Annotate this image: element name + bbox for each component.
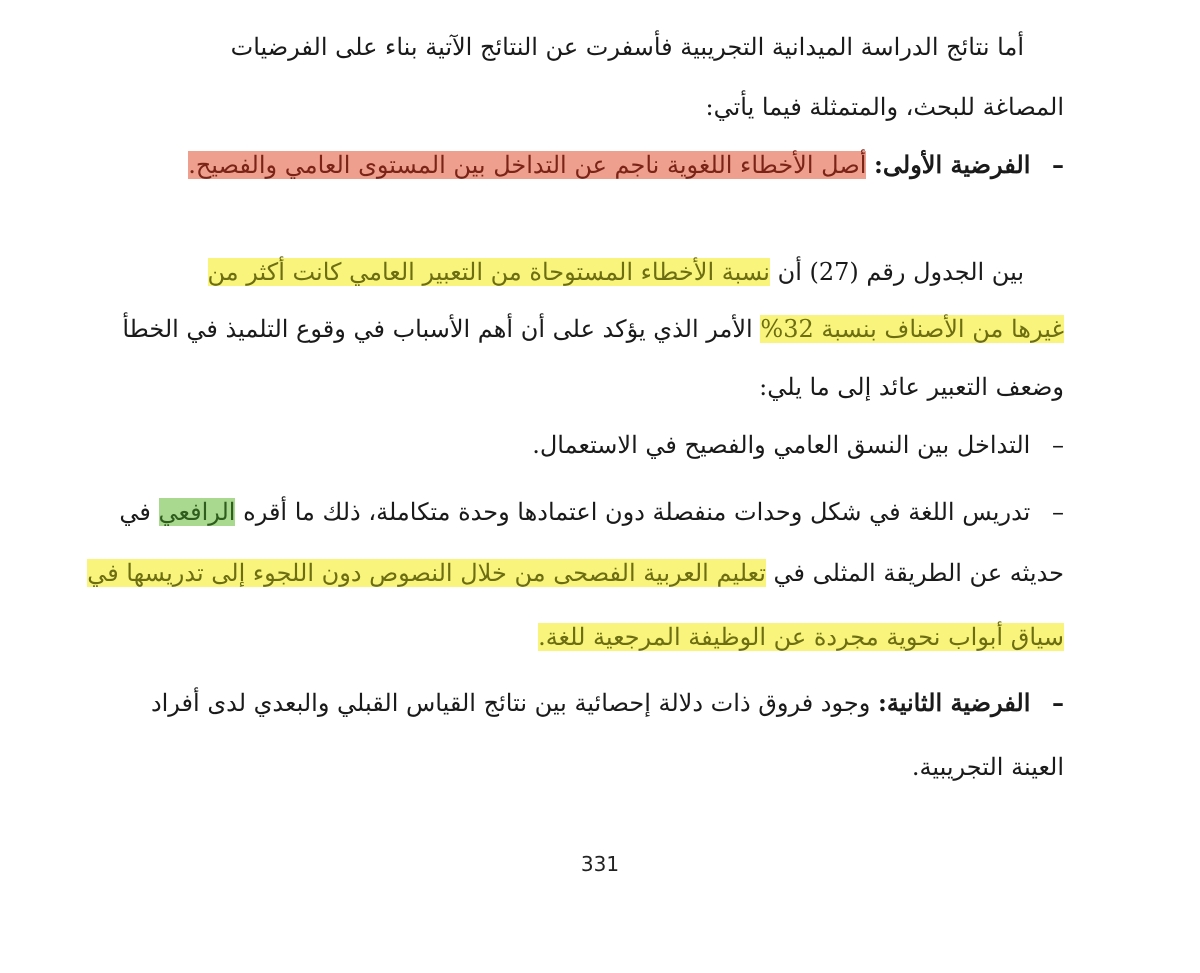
result-text-3: وضعف التعبير عائد إلى ما يلي: <box>759 373 1064 401</box>
cause-2-text-2-highlight: تعليم العربية الفصحى من خلال النصوص دون اللجوء إلى تدريسها في <box>87 559 766 587</box>
intro-line-2 <box>138 82 1064 132</box>
cause-1-line <box>138 420 1064 470</box>
cause-2-text-2-plain: حديثه عن الطريقة المثلى في <box>773 559 1064 587</box>
cause-2-text-3-highlight: سياق أبواب نحوية مجردة عن الوظيفة المرجعية للغة. <box>538 623 1064 651</box>
result-text-2-plain: الأمر الذي يؤكد على أن أهم الأسباب في وقوع التلميذ في الخطأ <box>122 315 753 343</box>
cause-1-dash: – <box>1052 431 1064 459</box>
hypothesis-2-text-1: وجود فروق ذات دلالة إحصائية بين نتائج القياس القبلي والبعدي لدى أفراد <box>150 689 871 717</box>
result-line-2 <box>122 304 1064 354</box>
cause-2-text-1b: في <box>119 498 151 526</box>
hypothesis-1-text: أصل الأخطاء اللغوية ناجم عن التداخل بين المستوى العامي والفصيح. <box>188 151 867 179</box>
cause-2-dash: – <box>1052 498 1064 526</box>
result-text-2-highlight: غيرها من الأصناف بنسبة 32% <box>760 315 1064 343</box>
result-text-1-highlight: نسبة الأخطاء المستوحاة من التعبير العامي كانت أكثر من <box>207 258 770 286</box>
result-text-1-plain: بين الجدول رقم (27) أن <box>777 258 1024 286</box>
intro-text-1: أما نتائج الدراسة الميدانية التجريبية فأسفرت عن النتائج الآتية بناء على الفرضيات <box>230 33 1024 61</box>
intro-line-1 <box>138 22 1064 72</box>
hypothesis-1-dash: – <box>1052 150 1064 179</box>
result-line-1 <box>138 247 1064 297</box>
hypothesis-2-label: الفرضية الثانية: <box>877 688 1031 717</box>
hypothesis-1-label: الفرضية الأولى: <box>874 150 1031 179</box>
page-number: 331 <box>580 852 620 876</box>
hypothesis-2-text-2: العينة التجريبية. <box>911 753 1064 781</box>
cause-1-text: التداخل بين النسق العامي والفصيح في الاستعمال. <box>532 431 1031 459</box>
result-line-3 <box>138 362 1064 412</box>
cause-2-name-highlight: الرافعي <box>158 498 236 526</box>
cause-2-text-1a: تدريس اللغة في شكل وحدات منفصلة دون اعتمادها وحدة متكاملة، ذلك ما أقره <box>243 498 1031 526</box>
hypothesis-1-line <box>138 140 1064 190</box>
cause-2-line-2 <box>87 548 1064 598</box>
cause-2-line-3 <box>138 612 1064 662</box>
hypothesis-2-line-1 <box>138 678 1064 728</box>
hypothesis-2-dash: – <box>1052 688 1064 717</box>
hypothesis-2-line-2 <box>138 742 1064 792</box>
intro-text-2: المصاغة للبحث، والمتمثلة فيما يأتي: <box>705 93 1064 121</box>
cause-2-line-1 <box>119 487 1064 537</box>
